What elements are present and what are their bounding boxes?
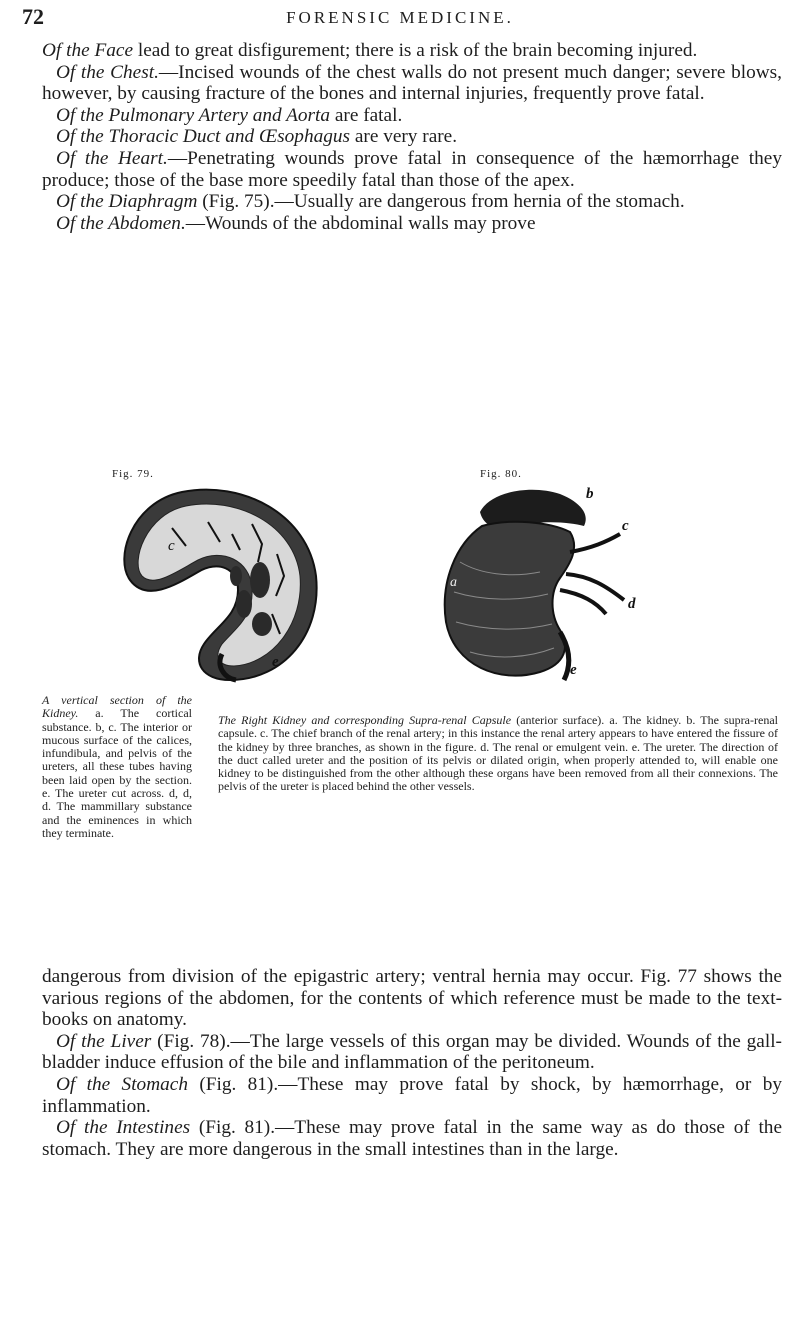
paragraph-epigastric (42, 966, 782, 1031)
paragraph-stomach (42, 1074, 782, 1117)
paragraph-abdomen (42, 213, 782, 235)
paragraph-text: —Penetrating wounds prove fatal in consequence of the hæmorrhage they produce; those of the base more speedily fatal than those of the apex. (42, 147, 782, 191)
paragraph-text: are fatal. (330, 104, 403, 126)
paragraph-chest (42, 62, 782, 105)
paragraph-thoracic (42, 126, 782, 148)
paragraph-text: (Fig. 81).—These may prove fatal by shock, by hæmorrhage, or by inflammation. (42, 1073, 782, 1117)
paragraph-text: dangerous from division of the epigastric artery; ventral hernia may occur. Fig. 77 shows the various regions of the abdomen, for the contents of which reference must be made to the text-books on anatomy. (42, 966, 782, 1031)
running-title: FORENSIC MEDICINE. (286, 8, 514, 27)
paragraph-pulmonary (42, 105, 782, 127)
paragraph-face (42, 40, 782, 62)
page-number: 72 (22, 4, 44, 29)
paragraph-text: are very rare. (350, 126, 458, 148)
paragraph-heading: Of the Thoracic Duct and Œsophagus (56, 126, 351, 148)
figure-letter-c: c (168, 538, 175, 554)
paragraph-text: —Wounds of the abdominal walls may prove (185, 212, 536, 234)
caption-title: The Right Kidney and corresponding Supra-renal Capsule (218, 713, 512, 727)
paragraph-heading: Of the Face (42, 40, 134, 61)
paragraph-intestines (42, 1117, 782, 1160)
paragraph-heading: Of the Heart. (56, 147, 168, 169)
paragraph-heading: Of the Intestines (56, 1117, 191, 1139)
right-kidney-illustration (420, 482, 660, 682)
top-text-block (42, 40, 782, 234)
paragraph-heading: Of the Diaphragm (56, 191, 198, 213)
caption-text: a. The cortical substance. b, c. The interior or mucous surface of the calices, infundibula, and pelvis of the ureters, all these tubes having been laid open by the section. e. The ureter cut across. d, d, d. The mammillary substance and the eminences in which they terminate. (42, 706, 192, 840)
paragraph-text: (Fig. 81).—These may prove fatal in the same way as do those of the stomach. They are more dangerous in the small intestines than in the large. (42, 1117, 783, 1160)
figure-letter-d: d (628, 596, 636, 612)
paragraph-text: (Fig. 78).—The large vessels of this organ may be divided. Wounds of the gall-bladder induce effusion of the bile and inflammation of the peritoneum. (42, 1030, 782, 1074)
figure-letter-b: b (586, 486, 594, 502)
figure-letter-e: e (272, 654, 279, 670)
paragraph-diaphragm (42, 191, 782, 213)
paragraph-heading: Of the Liver (56, 1030, 152, 1052)
figure-79-label: Fig. 79. (112, 468, 154, 480)
paragraph-heart (42, 148, 782, 191)
figure-letter-e: e (570, 662, 577, 678)
kidney-section-illustration (112, 484, 332, 684)
paragraph-liver (42, 1031, 782, 1074)
caption-text: (anterior surface). a. The kidney. b. The supra-renal capsule. c. The chief branch of the renal artery; in this instance the renal artery appears to have entered the fissure of the kidney by three branches, as shown in the figure. d. The renal or emulgent vein. e. The ureter. The direction of the duct called ureter and the position of its pelvis or dilated origin, when properly attended to, will enable one kidney to be distinguished from the other although these organs have been removed from all their connexions. The pelvis of the ureter is placed behind the other vessels. (218, 713, 778, 794)
caption-title: A vertical section of the Kidney. (42, 693, 192, 721)
paragraph-text: lead to great disfigurement; there is a risk of the brain becoming injured. (133, 40, 698, 61)
paragraph-heading: Of the Chest. (56, 61, 159, 83)
page-header (20, 4, 780, 36)
paragraph-text: —Incised wounds of the chest walls do not present much danger; severe blows, however, by causing fracture of the bones and internal injuries, frequently prove fatal. (42, 61, 782, 105)
paragraph-heading: Of the Stomach (56, 1073, 188, 1095)
paragraph-text: (Fig. 75).—Usually are dangerous from hernia of the stomach. (197, 191, 685, 213)
bottom-text-block (42, 966, 782, 1160)
figure-letter-c: c (622, 518, 629, 534)
paragraph-heading: Of the Pulmonary Artery and Aorta (56, 104, 331, 126)
figure-79-caption (42, 694, 192, 840)
figure-letter-a: a (450, 575, 457, 590)
figure-80-caption (218, 714, 778, 794)
figure-80-label: Fig. 80. (480, 468, 522, 480)
paragraph-heading: Of the Abdomen. (56, 212, 186, 234)
